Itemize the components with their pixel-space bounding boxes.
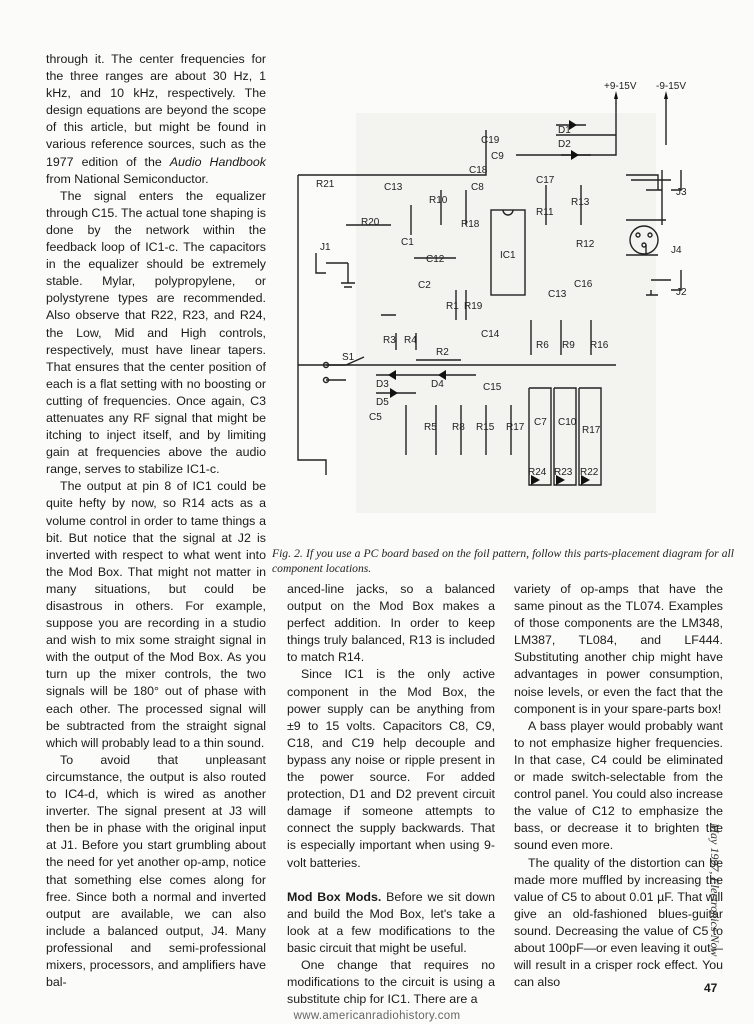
figure-part-label: R23 bbox=[554, 467, 573, 478]
figure-part-label: C12 bbox=[426, 254, 445, 265]
col1-paragraph-2: The signal enters the equalizer through C15. The actual tone shaping is done by the network within the feedback loop of IC1-c. The capacitors in the equalizer should be extremely stable. Mylar, polypropylene, or polystyrene types are recommended. Also observe that R22, R23, and R24, the Low, Mid and High controls, respectively, must have linear tapers. That ensures that the center position of each is a flat setting with no boosting or cutting of frequencies. Once again, C3 attenuates any RF signal that might be itching to inject itself, and by limiting gain at frequencies above the audio range, serves to stabilize IC1-c. bbox=[46, 188, 266, 477]
parts-placement-diagram bbox=[286, 75, 726, 535]
figure-part-label: C10 bbox=[558, 417, 577, 428]
column-1 bbox=[46, 51, 266, 991]
figure-part-label: J2 bbox=[676, 287, 687, 298]
figure-part-label: C1 bbox=[401, 237, 414, 248]
col3-paragraph-2: A bass player would probably want to not emphasize higher frequencies. In that case, C4 could be eliminated or made switch-selectable from the control panel. You could also increase the value of C12 to emphasize the bass, or decrease it to brighten the sound even more. bbox=[514, 718, 723, 853]
figure-part-label: C5 bbox=[369, 412, 382, 423]
column-3 bbox=[514, 581, 723, 991]
figure-part-label: R10 bbox=[429, 195, 448, 206]
figure-part-label: R11 bbox=[536, 207, 554, 218]
col3-paragraph-1: variety of op-amps that have the same pinout as the TL074. Examples of those components are the LM348, LM387, TL084, and LF444. Substituting another chip might have advantages in power consumption, noise levels, or even the fact that the component is in your spare-parts box! bbox=[514, 582, 723, 716]
figure-part-label: C13 bbox=[548, 289, 567, 300]
col2-paragraph-2: Since IC1 is the only active component in the Mod Box, the power supply can be anything from ±9 to 15 volts. Capacitors C8, C9, C18, and C19 help decouple and bypass any noise or ripple present in the power source. For added protection, D1 and D2 prevent circuit damage if someone attempts to connect the supply backwards. That is especially important when using 9-volt batteries. bbox=[287, 667, 495, 870]
figure-part-label: D3 bbox=[376, 379, 389, 390]
figure-part-label: R2 bbox=[436, 347, 449, 358]
figure-part-label: C18 bbox=[469, 165, 488, 176]
figure-part-label: C17 bbox=[536, 175, 555, 186]
col1-paragraph-3: The output at pin 8 of IC1 could be quite hefty by now, so R14 acts as a volume control in order to tame things a bit. But notice that the signal at J2 is inverted with respect to what went into the Mod Box. That might not matter in many situations, but could be disastrous in others. For example, suppose you are recording in a studio and wish to mix some straight signal in with the output of the Mod Box. As you turn up the mixer controls, the two signals will be 180° out of phase with each other. The processed signal will be subtracted from the straight signal which will probably lead to a thin sound. bbox=[46, 479, 266, 750]
figure-part-label: R20 bbox=[361, 217, 380, 228]
figure-part-label: IC1 bbox=[500, 250, 516, 261]
figure-part-label: R9 bbox=[562, 340, 575, 351]
figure-part-label: R16 bbox=[590, 340, 609, 351]
figure-part-label: R17 bbox=[506, 422, 525, 433]
col2-paragraph-4: One change that requires no modifications to the circuit is using a substitute chip for IC1. There are a bbox=[287, 957, 495, 1007]
figure-part-label: R12 bbox=[576, 239, 595, 250]
figure-part-label: C9 bbox=[491, 151, 504, 162]
figure-part-label: C19 bbox=[481, 135, 500, 146]
figure-part-label: R4 bbox=[404, 335, 417, 346]
column-2 bbox=[287, 581, 495, 1008]
figure-part-label: D4 bbox=[431, 379, 444, 390]
figure-part-label: C13 bbox=[384, 182, 403, 193]
figure-part-label: R17 bbox=[582, 425, 601, 436]
figure-part-label: C14 bbox=[481, 329, 500, 340]
figure-part-label: C7 bbox=[534, 417, 547, 428]
col2-paragraph-1: anced-line jacks, so a balanced output on the Mod Box makes a perfect addition. In order to keep things truly balanced, R13 is included to match R14. bbox=[287, 582, 495, 665]
section-heading: Mod Box Mods. bbox=[287, 889, 382, 904]
figure-part-label: D5 bbox=[376, 397, 389, 408]
figure-part-label: D2 bbox=[558, 139, 571, 150]
figure-part-label: R18 bbox=[461, 219, 480, 230]
figure-part-label: R21 bbox=[316, 179, 335, 190]
figure-part-label: J1 bbox=[320, 242, 331, 253]
figure-part-label: R5 bbox=[424, 422, 437, 433]
running-footer-issue: May 1997, Electronics Now bbox=[708, 823, 722, 957]
figure-caption: Fig. 2. If you use a PC board based on the foil pattern, follow this parts-placement diagram for all component locations. bbox=[272, 547, 734, 575]
figure-part-label: R15 bbox=[476, 422, 495, 433]
figure-part-label: R19 bbox=[464, 301, 483, 312]
audio-handbook-title: Audio Handbook bbox=[169, 154, 266, 169]
figure-part-label: D1 bbox=[558, 125, 571, 136]
figure-part-label: R24 bbox=[528, 467, 547, 478]
figure-part-label: C8 bbox=[471, 182, 484, 193]
page-number: 47 bbox=[704, 981, 718, 995]
label-neg-supply: -9-15V bbox=[656, 81, 687, 92]
figure-part-label: R13 bbox=[571, 197, 590, 208]
figure-part-label: J3 bbox=[676, 187, 687, 198]
col1-paragraph-1: through it. The center frequencies for the three ranges are about 30 Hz, 1 kHz, and 10 kHz, respectively. The design equations are beyond the scope of this article, but might be found in various reference sources, such as the 1977 edition of the Audio Handbook from National Semiconductor. bbox=[46, 52, 266, 186]
figure-part-label: S1 bbox=[342, 352, 355, 363]
label-pos-supply: +9-15V bbox=[604, 81, 637, 92]
figure-part-label: R1 bbox=[446, 301, 459, 312]
source-url: www.americanradiohistory.com bbox=[293, 1010, 461, 1022]
figure-part-label: J4 bbox=[671, 245, 682, 256]
figure-part-label: C16 bbox=[574, 279, 593, 290]
figure-part-label: C2 bbox=[418, 280, 431, 291]
figure-part-label: R8 bbox=[452, 422, 465, 433]
col1-paragraph-4: To avoid that unpleasant circumstance, the output is also routed to IC4-d, which is wired as another inverter. The signal present at J3 will then be in phase with the original input at J1. Before you start grumbling about the need for yet another op-amp, notice that something else comes along for free. Since both a normal and inverted output are available, we can also include a balanced output, J4. Many professional and semi-professional mixers, processors, and amplifiers have bal- bbox=[46, 752, 266, 990]
col2-paragraph-3: Mod Box Mods. Before we sit down and build the Mod Box, let's take a look at a few modifications to the basic circuit that might be useful. bbox=[287, 889, 495, 955]
figure-part-label: R3 bbox=[383, 335, 396, 346]
figure-part-label: R22 bbox=[580, 467, 599, 478]
figure-part-label: C15 bbox=[483, 382, 502, 393]
col3-paragraph-3: The quality of the distortion can be made more muffled by increasing the value of C5 to about 0.01 µF. That will give an old-fashioned blues-guitar sound. Decreasing the value of C5 to about 100pF—or even leaving it out—will result in a crisper rock effect. You can also bbox=[514, 855, 723, 990]
figure-part-label: R6 bbox=[536, 340, 549, 351]
